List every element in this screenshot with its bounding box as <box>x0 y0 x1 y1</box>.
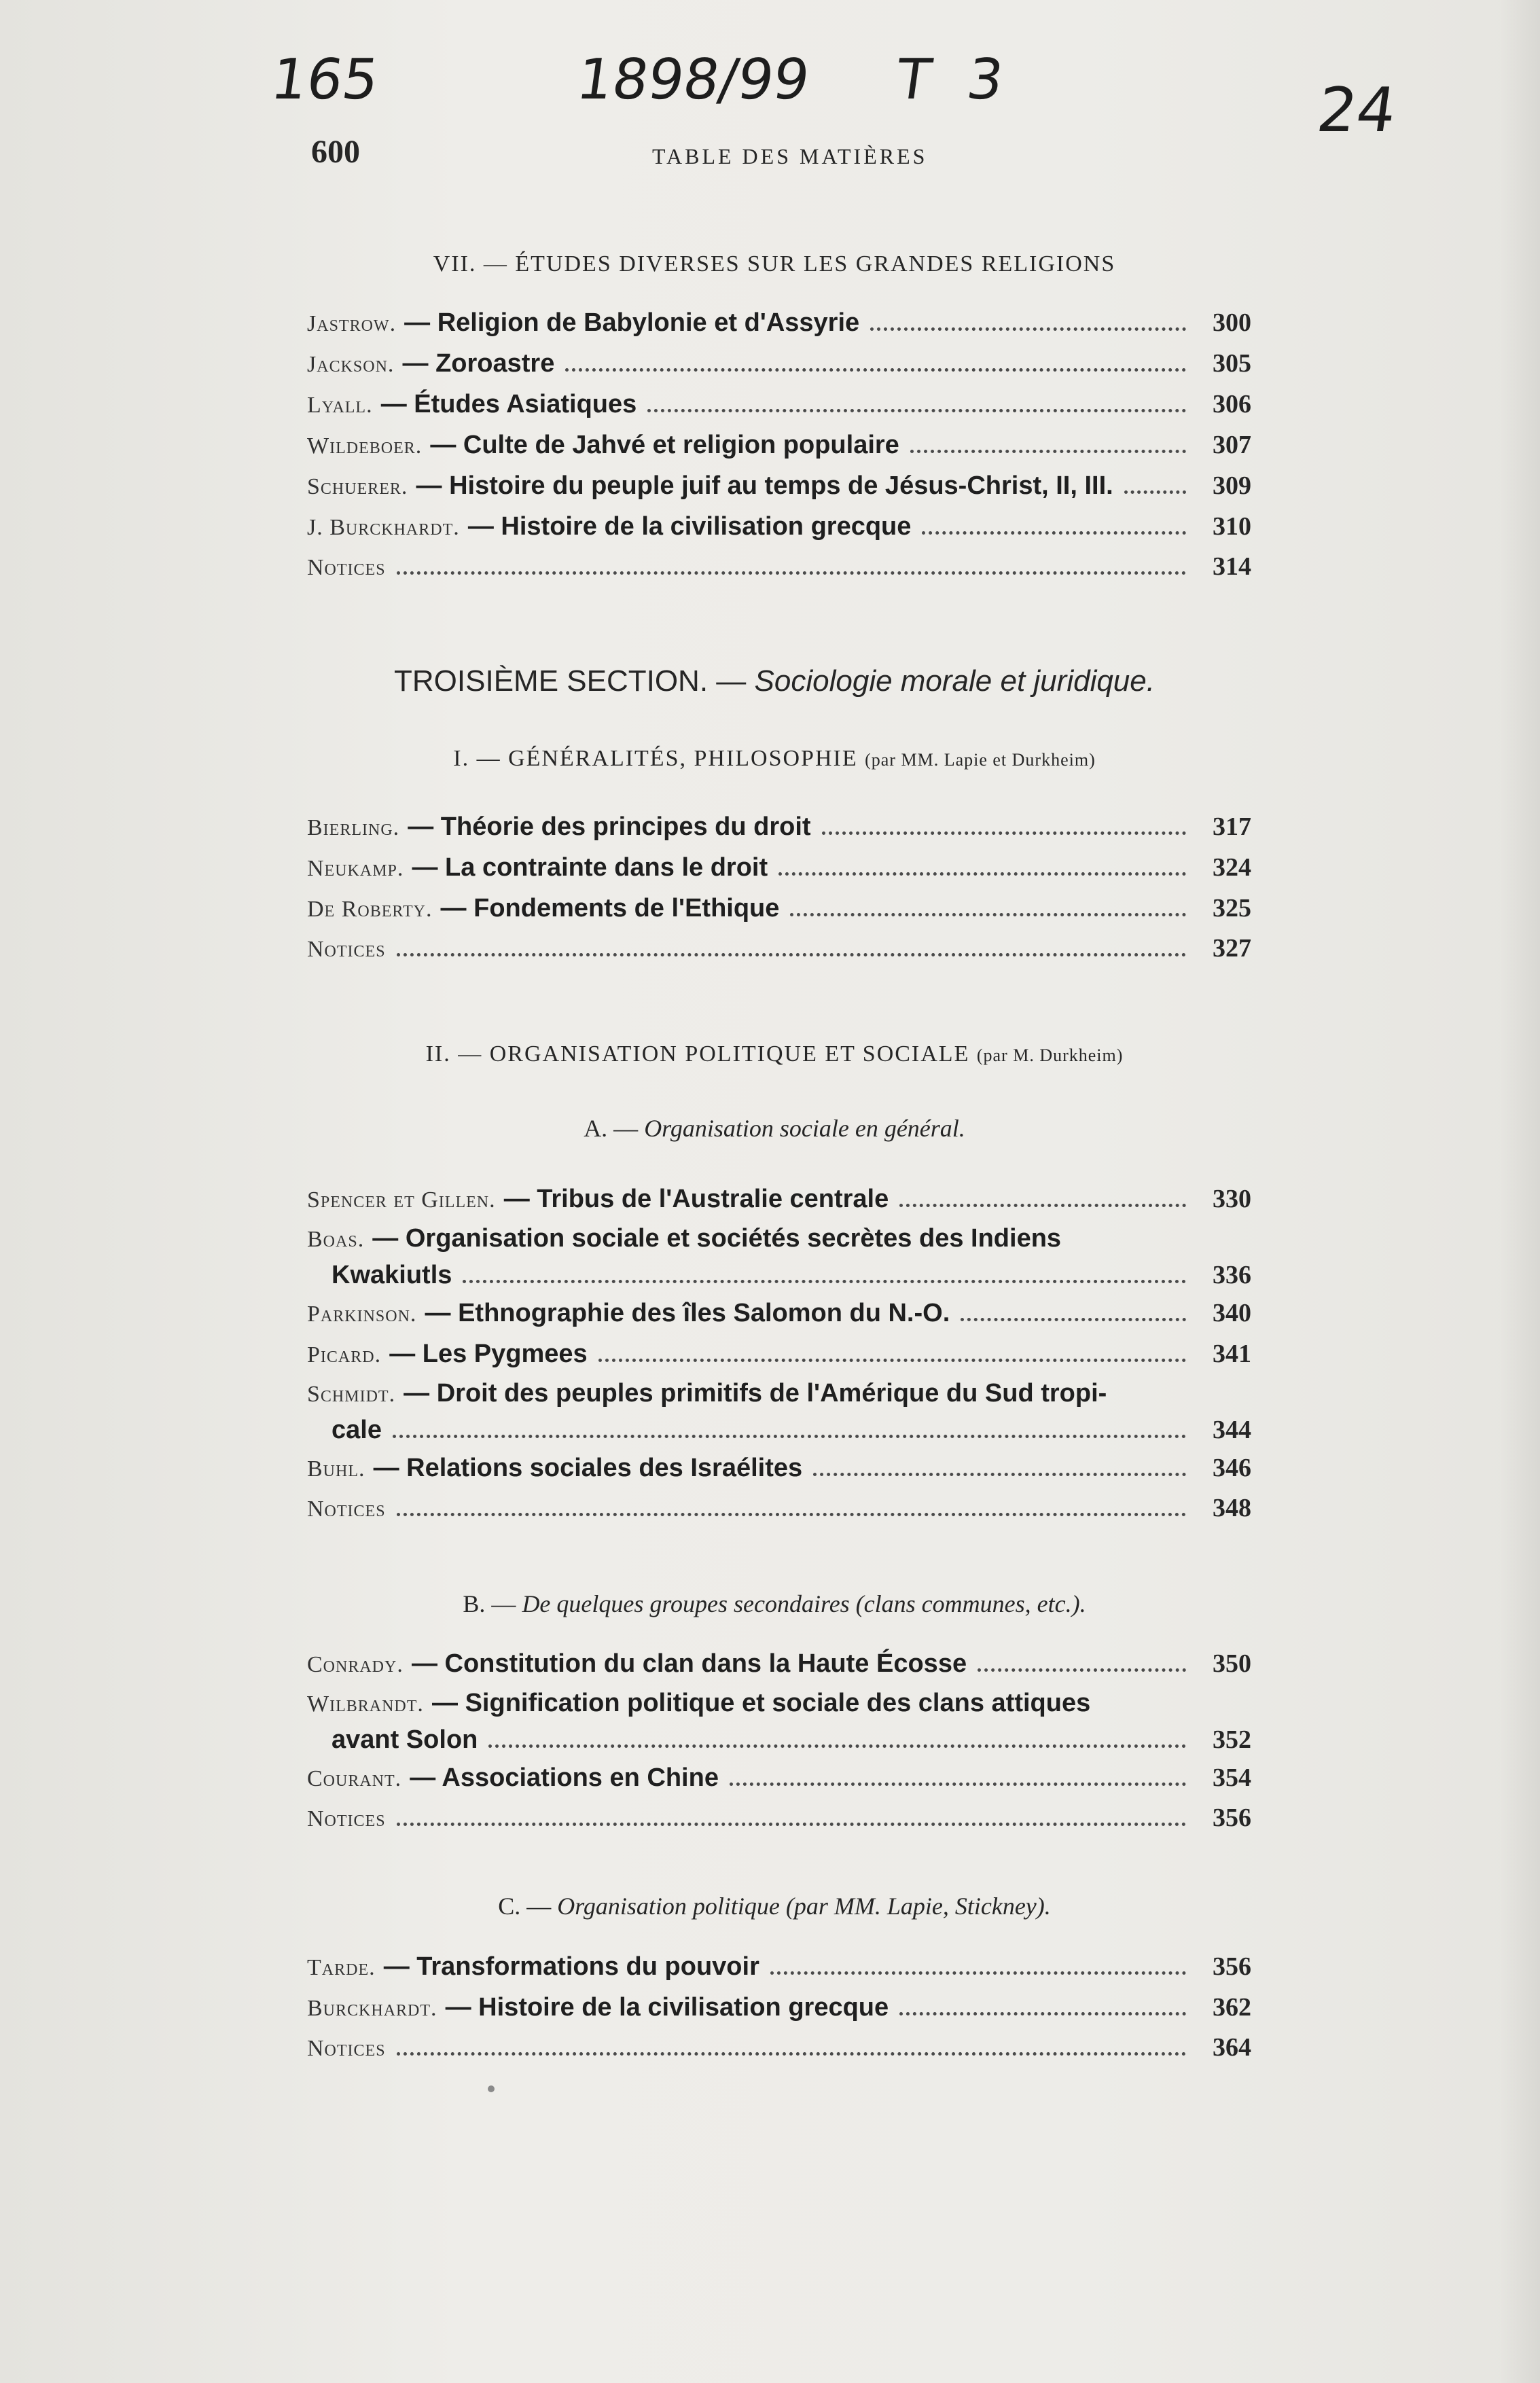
toc-entry <box>307 1492 1251 1526</box>
entry-title: — Droit des peuples primitifs de l'Amérique du Sud tropi- <box>404 1379 1107 1408</box>
dot-leader <box>961 1318 1186 1321</box>
entry-page: 350 <box>1213 1649 1251 1678</box>
entry-title: — Histoire de la civilisation grecque <box>445 1993 889 2022</box>
toc-entry <box>307 469 1251 503</box>
entry-title: — Relations sociales des Israélites <box>373 1454 803 1482</box>
entry-author: Parkinson. <box>307 1302 417 1327</box>
dot-leader <box>393 1435 1186 1438</box>
toc-entry <box>307 1950 1251 1984</box>
entry-author: Schmidt. <box>307 1382 396 1407</box>
subsection-heading <box>306 1892 1243 1920</box>
toc-entry <box>307 810 1251 844</box>
entry-page: 356 <box>1213 1952 1251 1981</box>
entry-page: 346 <box>1213 1454 1251 1482</box>
toc-entry <box>307 1182 1251 1217</box>
entry-title: — Théorie des principes du droit <box>408 812 811 841</box>
dot-leader <box>1124 490 1186 494</box>
entry-title-continued: cale <box>332 1416 382 1444</box>
toc-entry <box>307 1761 1251 1795</box>
entry-page: 341 <box>1213 1340 1251 1368</box>
dot-leader <box>397 1513 1186 1516</box>
entry-title: — Les Pygmees <box>389 1340 588 1368</box>
dot-leader <box>397 953 1186 956</box>
entry-author: Wildeboer. <box>307 433 423 459</box>
dot-leader <box>870 327 1186 331</box>
entry-page: 330 <box>1213 1185 1251 1213</box>
handwritten-annotation: T 3 <box>892 48 1018 112</box>
dot-leader <box>397 1823 1186 1826</box>
entry-title: — Signification politique et sociale des clans attiques <box>432 1689 1091 1717</box>
toc-entry <box>307 1990 1251 2025</box>
running-title: TABLE DES MATIÈRES <box>652 144 928 168</box>
entry-author: Buhl. <box>307 1456 365 1482</box>
entry-author: Notices <box>307 937 386 962</box>
entry-title-continued: avant Solon <box>332 1725 478 1754</box>
toc-entry <box>307 891 1251 926</box>
section-byline: (par MM. Lapie et Durkheim) <box>865 750 1096 770</box>
entry-title: — Études Asiatiques <box>380 390 637 418</box>
toc-entry <box>307 1296 1251 1331</box>
section-byline: (par M. Durkheim) <box>976 1045 1124 1065</box>
entry-page: 317 <box>1213 812 1251 841</box>
entry-author: Lyall. <box>307 393 373 418</box>
entry-author: Bierling. <box>307 815 400 840</box>
entry-author: Picard. <box>307 1342 382 1367</box>
subsection-label: C. — <box>498 1893 552 1920</box>
entry-author: De Roberty. <box>307 897 433 922</box>
toc-entry <box>307 428 1251 463</box>
entry-title-continued: Kwakiutls <box>332 1261 452 1289</box>
dot-leader <box>488 1744 1186 1748</box>
entry-author: J. Burckhardt. <box>307 515 460 540</box>
entry-page: 336 <box>1213 1261 1251 1289</box>
dot-leader <box>813 1473 1186 1476</box>
entry-title: — Culte de Jahvé et religion populaire <box>430 431 899 459</box>
entry-page: 300 <box>1213 308 1251 337</box>
entry-title: — La contrainte dans le droit <box>412 853 768 882</box>
part-heading <box>306 664 1243 698</box>
entry-page: 352 <box>1213 1725 1251 1754</box>
entry-author: Jastrow. <box>307 311 397 336</box>
toc-entry <box>307 1647 1251 1681</box>
entry-page: 354 <box>1213 1763 1251 1792</box>
entry-page: 314 <box>1213 552 1251 581</box>
dot-leader <box>463 1280 1186 1283</box>
entry-author: Burckhardt. <box>307 1996 437 2021</box>
entry-title: — Tribus de l'Australie centrale <box>503 1185 889 1213</box>
entry-title: — Histoire de la civilisation grecque <box>467 512 912 541</box>
toc-entry <box>307 346 1251 381</box>
handwritten-annotation: 165 <box>267 48 383 112</box>
section-heading <box>306 1041 1243 1067</box>
toc-entry <box>307 387 1251 422</box>
dot-leader <box>598 1359 1186 1362</box>
dot-leader <box>899 2012 1186 2015</box>
dot-leader <box>770 1971 1186 1975</box>
entry-author: Notices <box>307 1497 386 1522</box>
entry-author: Conrady. <box>307 1652 404 1677</box>
dot-leader <box>730 1782 1186 1786</box>
toc-entry <box>307 932 1251 966</box>
entry-title: — Ethnographie des îles Salomon du N.-O. <box>425 1299 950 1327</box>
dot-leader <box>910 450 1186 453</box>
section-heading-title: I. — GÉNÉRALITÉS, PHILOSOPHIE <box>453 746 858 771</box>
entry-page: 340 <box>1213 1299 1251 1327</box>
entry-page: 344 <box>1213 1416 1251 1444</box>
toc-entry <box>307 1685 1251 1757</box>
part-heading-subtitle: Sociologie morale et juridique. <box>754 664 1155 698</box>
entry-page: 327 <box>1213 934 1251 963</box>
dot-leader <box>778 872 1186 876</box>
subsection-label: A. — <box>584 1115 639 1142</box>
toc-entry <box>307 1375 1251 1448</box>
dot-leader <box>565 368 1186 372</box>
toc-entry <box>307 1220 1251 1293</box>
entry-author: Notices <box>307 2036 386 2061</box>
page-edge-shadow <box>1499 0 1540 2383</box>
toc-entry <box>307 1337 1251 1372</box>
subsection-heading <box>306 1114 1243 1143</box>
section-heading: VII. — ÉTUDES DIVERSES SUR LES GRANDES RELIGIONS <box>433 251 1116 276</box>
entry-author: Notices <box>307 1806 386 1831</box>
toc-entry <box>307 550 1251 584</box>
subsection-label: B. — <box>463 1590 516 1617</box>
section-heading <box>306 746 1243 772</box>
dot-leader <box>978 1668 1186 1672</box>
entry-author: Jackson. <box>307 352 395 377</box>
entry-title: — Zoroastre <box>402 349 555 378</box>
toc-entry <box>307 1802 1251 1835</box>
entry-title: — Religion de Babylonie et d'Assyrie <box>404 308 860 337</box>
subsection-heading <box>306 1590 1243 1618</box>
handwritten-annotation: 24 <box>1312 75 1401 146</box>
entry-page: 324 <box>1213 853 1251 882</box>
page-number: 600 <box>311 134 360 170</box>
dot-leader <box>899 1204 1186 1207</box>
entry-title: — Constitution du clan dans la Haute Écosse <box>411 1649 967 1678</box>
ink-speck <box>488 2085 495 2092</box>
entry-page: 325 <box>1213 894 1251 922</box>
toc-entry <box>307 850 1251 885</box>
entry-title: — Transformations du pouvoir <box>383 1952 759 1981</box>
entry-page: 348 <box>1213 1494 1251 1522</box>
dot-leader <box>397 571 1186 575</box>
entry-author: Spencer et Gillen. <box>307 1187 496 1213</box>
entry-author: Wilbrandt. <box>307 1691 424 1717</box>
entry-title: — Associations en Chine <box>410 1763 719 1792</box>
dot-leader <box>397 2052 1186 2056</box>
entry-title: — Organisation sociale et sociétés secrètes des Indiens <box>372 1224 1062 1253</box>
part-heading-title: TROISIÈME SECTION. — <box>394 664 747 698</box>
dot-leader <box>922 531 1186 535</box>
entry-page: 309 <box>1213 471 1251 500</box>
dot-leader <box>822 831 1186 835</box>
entry-author: Boas. <box>307 1227 365 1252</box>
entry-page: 306 <box>1213 390 1251 418</box>
subsection-title: Organisation sociale en général. <box>644 1115 965 1142</box>
entry-title: — Fondements de l'Ethique <box>440 894 780 922</box>
entry-author: Tarde. <box>307 1955 376 1980</box>
entry-page: 307 <box>1213 431 1251 459</box>
entry-author: Notices <box>307 555 386 580</box>
entry-page: 310 <box>1213 512 1251 541</box>
dot-leader <box>790 913 1186 916</box>
toc-entry <box>307 509 1251 544</box>
dot-leader <box>647 409 1186 412</box>
entry-author: Courant. <box>307 1766 402 1791</box>
toc-entry <box>307 306 1251 340</box>
entry-title: — Histoire du peuple juif au temps de Jésus-Christ, II, III. <box>416 471 1113 500</box>
subsection-title: Organisation politique (par MM. Lapie, Stickney). <box>557 1893 1051 1920</box>
entry-author: Schuerer. <box>307 474 408 499</box>
subsection-title: De quelques groupes secondaires (clans communes, etc.). <box>522 1590 1086 1617</box>
entry-page: 364 <box>1213 2033 1251 2062</box>
toc-entry <box>307 1451 1251 1486</box>
entry-author: Neukamp. <box>307 856 404 881</box>
entry-page: 356 <box>1213 1804 1251 1832</box>
entry-page: 362 <box>1213 1993 1251 2022</box>
entry-page: 305 <box>1213 349 1251 378</box>
toc-entry <box>307 2031 1251 2065</box>
section-heading-title: II. — ORGANISATION POLITIQUE ET SOCIALE <box>425 1041 970 1067</box>
handwritten-annotation: 1898/99 <box>573 48 814 112</box>
